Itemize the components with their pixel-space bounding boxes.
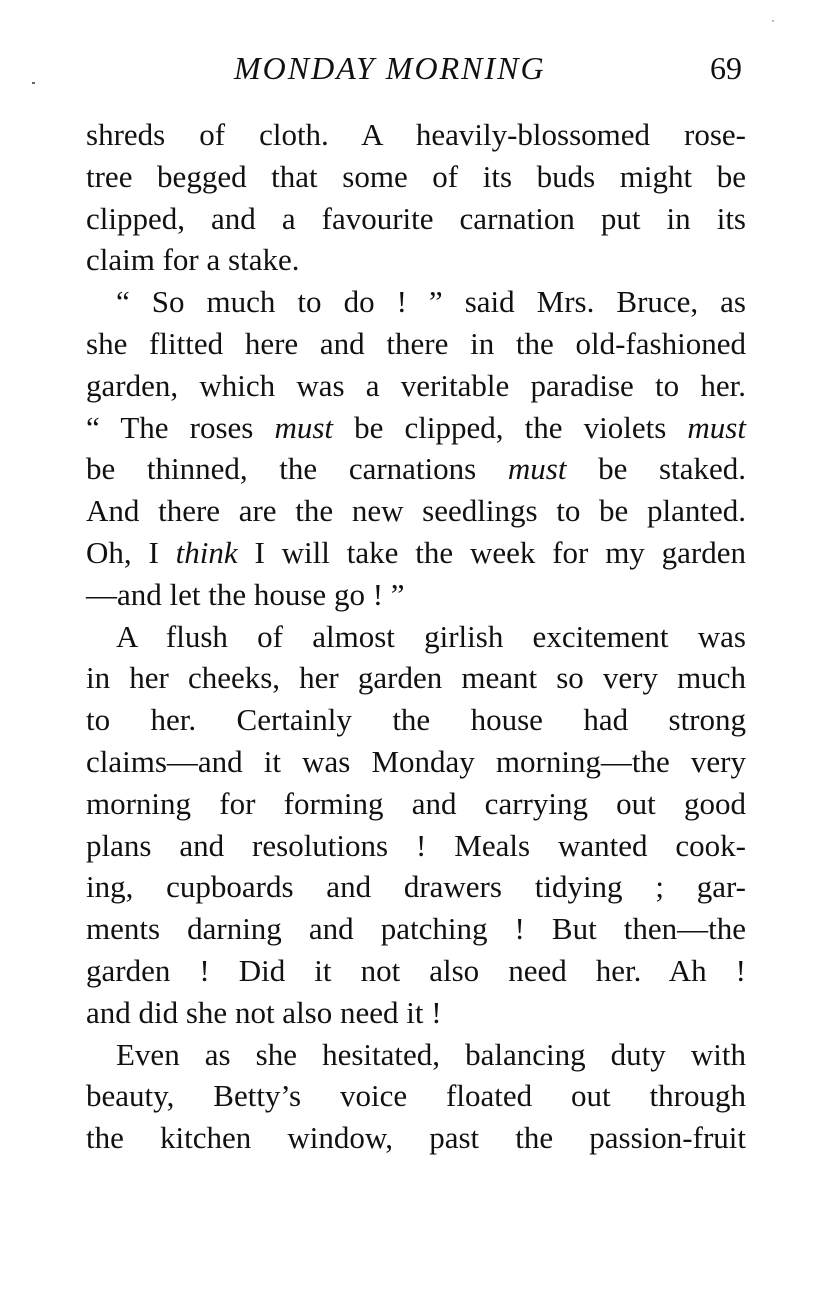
scan-speck	[772, 20, 774, 22]
text-line: clipped, and a favourite carnation put in its	[86, 200, 746, 236]
text-line: garden, which was a veritable paradise to her.	[86, 367, 746, 403]
text-line: plans and resolutions ! Meals wanted cook-	[86, 827, 746, 863]
text-line-with-emphasis	[86, 448, 746, 490]
text-line: the kitchen window, past the passion-fruit	[86, 1120, 746, 1156]
emphasis-run: must	[507, 451, 567, 487]
text-line: and did she not also need it !	[86, 994, 442, 1030]
text-line: beauty, Betty’s voice floated out through	[86, 1078, 746, 1114]
text-line: A flush of almost girlish excitement was	[116, 618, 746, 654]
text-line: claims—and it was Monday morning—the very	[86, 743, 746, 779]
text-line: claim for a stake.	[86, 242, 300, 278]
text-run: be thinned, the carnations	[86, 451, 508, 487]
text-line: ments darning and patching ! But then—the	[86, 911, 746, 947]
text-line-with-emphasis	[86, 407, 746, 449]
text-line: to her. Certainly the house had strong	[86, 702, 746, 738]
text-run: I will take the week for my garden	[237, 534, 746, 570]
text-line: morning for forming and carrying out good	[86, 785, 746, 821]
text-line: garden ! Did it not also need her. Ah !	[86, 952, 746, 988]
emphasis-run: think	[175, 534, 238, 570]
text-line-with-emphasis	[86, 532, 746, 574]
text-run: be clipped, the violets	[333, 409, 688, 445]
text-line: Even as she hesitated, balancing duty with	[116, 1036, 746, 1072]
text-line: in her cheeks, her garden meant so very much	[86, 660, 746, 696]
page-number: 69	[710, 50, 742, 86]
scan-speck	[32, 82, 35, 84]
body-text	[86, 114, 746, 1159]
text-line: she flitted here and there in the old-fashioned	[86, 325, 746, 361]
emphasis-run: must	[274, 409, 334, 445]
text-line: tree begged that some of its buds might be	[86, 158, 746, 194]
emphasis-run: must	[687, 409, 746, 445]
text-line: —and let the house go ! ”	[86, 576, 405, 612]
text-run: Oh, I	[86, 534, 176, 570]
running-title: MONDAY MORNING	[234, 50, 546, 86]
text-line: “ So much to do ! ” said Mrs. Bruce, as	[116, 284, 746, 320]
text-run: be staked.	[566, 451, 746, 487]
running-head	[86, 50, 746, 90]
text-line: And there are the new seedlings to be planted.	[86, 493, 746, 529]
text-line: ing, cupboards and drawers tidying ; gar-	[86, 869, 746, 905]
text-run: “ The roses	[86, 409, 275, 445]
text-line: shreds of cloth. A heavily-blossomed rose-	[86, 117, 746, 152]
